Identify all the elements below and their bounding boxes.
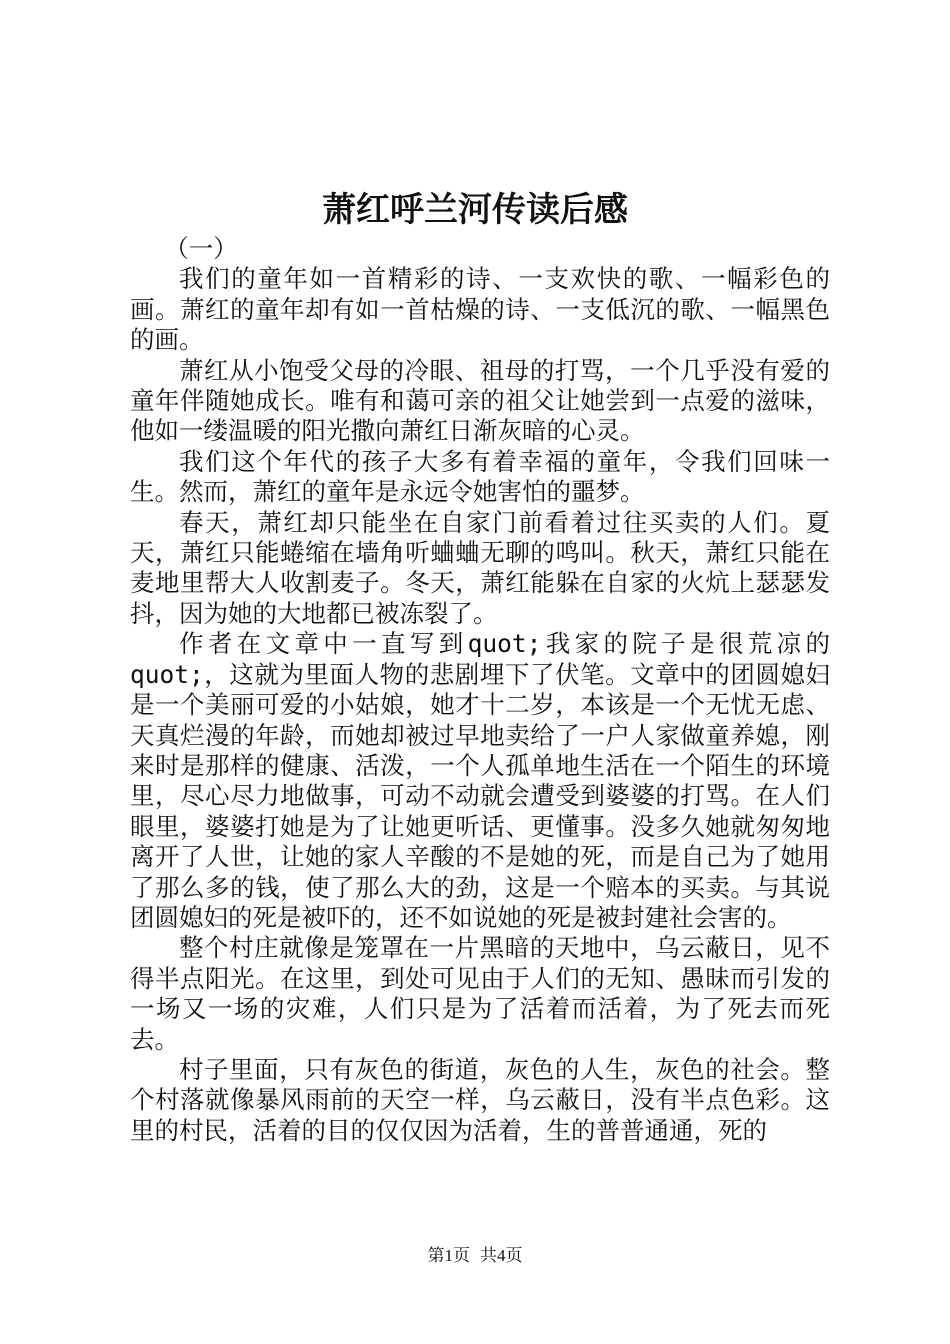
paragraph: 作者在文章中一直写到quot;我家的院子是很荒凉的quot;，这就为里面人物的悲剧埋下了伏笔。文章中的团圆媳妇是一个美丽可爱的小姑娘，她才十二岁，本该是一个无忧无虑、天真烂漫的年龄，而她却被过早地卖给了一户人家做童养媳，刚来时是那样的健康、活泼，一个人孤单地生活在一个陌生的环境里，尽心尽力地做事，可动不动就会遭受到婆婆的打骂。在人们眼里，婆婆打她是为了让她更听话、更懂事。没多久她就匆匆地离开了人世，让她的家人辛酸的不是她的死，而是自己为了她用了那么多的钱，使了那么大的劲，这是一个赔本的买卖。与其说团圆媳妇的死是被吓的，还不如说她的死是被封建社会害的。 — [130, 629, 830, 932]
paragraph: 春天，萧红却只能坐在自家门前看着过往买卖的人们。夏天，萧红只能蜷缩在墙角听蛐蛐无聊的鸣叫。秋天，萧红只能在麦地里帮大人收割麦子。冬天，萧红能躲在自家的火炕上瑟瑟发抖，因为她的大地都已被冻裂了。 — [130, 507, 830, 628]
page-total: 共4页 — [480, 1246, 523, 1265]
paragraph: 整个村庄就像是笼罩在一片黑暗的天地中，乌云蔽日，见不得半点阳光。在这里，到处可见由于人们的无知、愚昧而引发的一场又一场的灾难，人们只是为了活着而活着，为了死去而死去。 — [130, 933, 830, 1054]
document-title: 萧红呼兰河传读后感 — [322, 190, 628, 230]
paragraph: 我们这个年代的孩子大多有着幸福的童年，令我们回味一生。然而，萧红的童年是永远令她害怕的噩梦。 — [130, 446, 830, 507]
paragraph: 我们的童年如一首精彩的诗、一支欢快的歌、一幅彩色的画。萧红的童年却有如一首枯燥的诗、一支低沉的歌、一幅黑色的画。 — [130, 264, 830, 355]
page-footer — [0, 1245, 950, 1267]
section-heading: （一） — [164, 234, 238, 263]
paragraph: 萧红从小饱受父母的冷眼、祖母的打骂，一个几乎没有爱的童年伴随她成长。唯有和蔼可亲的祖父让她尝到一点爱的滋味，他如一缕温暖的阳光撒向萧红日渐灰暗的心灵。 — [130, 355, 830, 446]
document-body — [130, 234, 830, 1146]
page-number: 第1页 — [427, 1246, 470, 1265]
paragraph: 村子里面，只有灰色的街道，灰色的人生，灰色的社会。整个村落就像暴风雨前的天空一样，乌云蔽日，没有半点色彩。这里的村民，活着的目的仅仅因为活着，生的普普通通，死的 — [130, 1054, 830, 1145]
